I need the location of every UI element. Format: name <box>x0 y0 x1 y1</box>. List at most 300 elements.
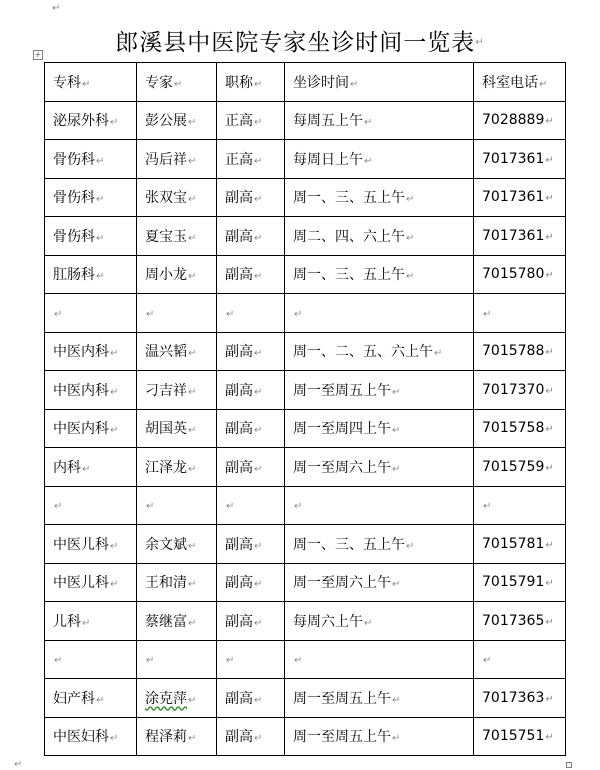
table-cell[interactable] <box>45 486 137 525</box>
table-cell[interactable] <box>474 717 566 756</box>
table-cell[interactable] <box>474 448 566 487</box>
table-cell[interactable] <box>137 409 217 448</box>
cell-end-mark: ↵ <box>188 348 197 360</box>
cell-end-mark: ↵ <box>406 194 415 206</box>
table-cell[interactable] <box>217 178 285 217</box>
table-cell[interactable] <box>285 140 474 179</box>
table-cell[interactable] <box>217 679 285 718</box>
row-end-mark <box>566 602 567 641</box>
table-cell[interactable] <box>45 640 137 679</box>
cell-text: 周一至周五上午 <box>293 690 391 707</box>
cell-text: 每周五上午 <box>293 113 363 130</box>
paragraph-mark: ↵ <box>52 3 61 14</box>
table-cell[interactable] <box>474 140 566 179</box>
row-end-mark <box>566 640 567 679</box>
cell-end-mark: ↵ <box>545 539 554 551</box>
cell-end-mark: ↵ <box>294 308 303 320</box>
cell-text: 周二、四、六上午 <box>293 228 405 245</box>
cell-text: 每周六上午 <box>293 613 363 630</box>
cell-text: 7015791 <box>482 574 545 591</box>
cell-text: 温兴韬 <box>145 344 187 361</box>
table-cell[interactable] <box>474 486 566 525</box>
cell-text: 副高 <box>225 690 253 707</box>
cell-text: 刁吉祥 <box>145 382 187 399</box>
cell-end-mark: ↵ <box>392 386 401 398</box>
cell-text: 周一至周五上午 <box>293 382 391 399</box>
title-text: 郎溪县中医院专家坐诊时间一览表 <box>115 30 476 56</box>
table-cell[interactable] <box>137 371 217 410</box>
cell-end-mark: ↵ <box>96 271 105 283</box>
table-row <box>45 371 567 410</box>
cell-end-mark: ↵ <box>188 194 197 206</box>
cell-text: 7015758 <box>482 420 545 437</box>
table-cell[interactable] <box>45 563 137 602</box>
table-cell[interactable] <box>285 217 474 256</box>
cell-text: 周一、二、五、六上午 <box>293 344 433 361</box>
row-end-mark <box>566 140 567 179</box>
row-end-mark <box>566 332 567 371</box>
table-cell[interactable] <box>45 332 137 371</box>
cell-text: 副高 <box>225 729 253 746</box>
cell-end-mark: ↵ <box>254 540 263 552</box>
cell-end-mark: ↵ <box>188 155 197 167</box>
cell-end-mark: ↵ <box>146 308 155 320</box>
cell-end-mark: ↵ <box>254 386 263 398</box>
table-cell[interactable] <box>285 409 474 448</box>
cell-text: 周一至周六上午 <box>293 459 391 476</box>
table-cell[interactable] <box>285 448 474 487</box>
table-cell[interactable] <box>137 640 217 679</box>
cell-end-mark: ↵ <box>110 540 119 552</box>
table-cell[interactable] <box>285 332 474 371</box>
table-cell[interactable] <box>217 101 285 140</box>
row-end-mark <box>566 217 567 256</box>
cell-text: 7015780 <box>482 266 545 283</box>
cell-end-mark: ↵ <box>54 501 63 513</box>
cell-text: 周小龙 <box>145 267 187 284</box>
cell-text: 儿科 <box>53 613 81 630</box>
table-cell[interactable] <box>217 371 285 410</box>
cell-end-mark: ↵ <box>96 694 105 706</box>
cell-end-mark: ↵ <box>54 655 63 667</box>
table-row <box>45 525 567 564</box>
column-header: 职称 <box>225 74 253 91</box>
table-cell[interactable] <box>474 602 566 641</box>
cell-end-mark: ↵ <box>545 385 554 397</box>
table-cell[interactable] <box>285 178 474 217</box>
table-cell[interactable] <box>137 217 217 256</box>
cell-text: 副高 <box>225 382 253 399</box>
table-cell[interactable] <box>285 563 474 602</box>
cell-end-mark: ↵ <box>545 116 554 128</box>
cell-end-mark: ↵ <box>545 231 554 243</box>
cell-end-mark: ↵ <box>294 501 303 513</box>
table-cell[interactable] <box>285 255 474 294</box>
table-row <box>45 217 567 256</box>
table-cell[interactable] <box>217 563 285 602</box>
cell-end-mark: ↵ <box>254 348 263 360</box>
cell-text: 涂克萍 <box>145 690 187 707</box>
table-cell[interactable] <box>474 679 566 718</box>
table-cell[interactable] <box>285 525 474 564</box>
cell-text: 7015781 <box>482 535 545 552</box>
table-cell[interactable] <box>474 178 566 217</box>
cell-end-mark: ↵ <box>392 425 401 437</box>
cell-end-mark: ↵ <box>406 271 415 283</box>
cell-text: 泌尿外科 <box>53 113 109 130</box>
cell-end-mark: ↵ <box>82 78 91 90</box>
table-cell[interactable] <box>137 101 217 140</box>
cell-end-mark: ↵ <box>254 617 263 629</box>
table-cell[interactable] <box>137 178 217 217</box>
cell-text: 副高 <box>225 228 253 245</box>
cell-text: 周一至周六上午 <box>293 575 391 592</box>
row-end-mark <box>566 717 567 756</box>
cell-end-mark: ↵ <box>146 655 155 667</box>
column-header: 坐诊时间 <box>293 74 349 91</box>
table-cell[interactable] <box>285 101 474 140</box>
table-cell[interactable] <box>474 294 566 333</box>
cell-text: 胡国英 <box>145 421 187 438</box>
table-cell[interactable] <box>474 332 566 371</box>
cell-text: 内科 <box>53 459 81 476</box>
table-row <box>45 679 567 718</box>
table-cell[interactable] <box>45 448 137 487</box>
table-cell[interactable] <box>474 640 566 679</box>
table-cell[interactable] <box>217 294 285 333</box>
cell-end-mark: ↵ <box>254 463 263 475</box>
cell-end-mark: ↵ <box>483 501 492 513</box>
cell-text: 副高 <box>225 190 253 207</box>
cell-end-mark: ↵ <box>188 617 197 629</box>
cell-end-mark: ↵ <box>483 655 492 667</box>
cell-end-mark: ↵ <box>350 78 359 90</box>
cell-text: 蔡继富 <box>145 613 187 630</box>
cell-end-mark: ↵ <box>226 308 235 320</box>
cell-text: 7017365 <box>482 612 545 629</box>
column-header: 专家 <box>145 74 173 91</box>
cell-text: 7017361 <box>482 227 545 244</box>
cell-text: 冯后祥 <box>145 151 187 168</box>
table-row <box>45 640 567 679</box>
row-end-mark <box>566 101 567 140</box>
cell-end-mark: ↵ <box>110 348 119 360</box>
cell-text: 副高 <box>225 536 253 553</box>
cell-text: 7017361 <box>482 189 545 206</box>
cell-end-mark: ↵ <box>545 193 554 205</box>
cell-text: 7017370 <box>482 381 545 398</box>
table-cell[interactable] <box>137 332 217 371</box>
table-cell[interactable] <box>217 717 285 756</box>
table-cell[interactable] <box>217 602 285 641</box>
cell-end-mark: ↵ <box>110 733 119 745</box>
cell-end-mark: ↵ <box>254 271 263 283</box>
table-row <box>45 448 567 487</box>
table-cell[interactable] <box>474 563 566 602</box>
table-cell[interactable] <box>217 448 285 487</box>
paragraph-mark: ↵ <box>14 759 23 770</box>
cell-text: 7017363 <box>482 689 545 706</box>
table-cell[interactable] <box>137 448 217 487</box>
cell-end-mark: ↵ <box>364 155 373 167</box>
cell-text: 副高 <box>225 267 253 284</box>
cell-end-mark: ↵ <box>254 694 263 706</box>
table-row <box>45 332 567 371</box>
cell-end-mark: ↵ <box>364 117 373 129</box>
cell-text: 彭公展 <box>145 113 187 130</box>
row-end-mark <box>566 679 567 718</box>
cell-text: 周一、三、五上午 <box>293 190 405 207</box>
cell-end-mark: ↵ <box>110 117 119 129</box>
cell-end-mark: ↵ <box>110 579 119 591</box>
table-cell[interactable] <box>474 255 566 294</box>
cell-end-mark: ↵ <box>545 270 554 282</box>
cell-text: 周一、三、五上午 <box>293 267 405 284</box>
cell-end-mark: ↵ <box>254 579 263 591</box>
row-end-mark <box>566 448 567 487</box>
cell-text: 周一、三、五上午 <box>293 536 405 553</box>
table-cell[interactable] <box>137 63 217 102</box>
table-cell[interactable] <box>45 717 137 756</box>
cell-text: 中医内科 <box>53 382 109 399</box>
table-resize-handle[interactable] <box>566 762 572 768</box>
table-cell[interactable] <box>137 294 217 333</box>
table-body <box>45 63 567 756</box>
cell-end-mark: ↵ <box>294 655 303 667</box>
schedule-table <box>44 62 567 756</box>
cell-text: 副高 <box>225 459 253 476</box>
cell-text: 副高 <box>225 344 253 361</box>
table-row <box>45 563 567 602</box>
table-cell[interactable] <box>217 640 285 679</box>
cell-end-mark: ↵ <box>545 578 554 590</box>
table-cell[interactable] <box>45 679 137 718</box>
table-cell[interactable] <box>285 640 474 679</box>
cell-end-mark: ↵ <box>392 579 401 591</box>
cell-end-mark: ↵ <box>545 462 554 474</box>
cell-end-mark: ↵ <box>545 732 554 744</box>
row-end-mark <box>566 525 567 564</box>
table-row <box>45 255 567 294</box>
table-cell[interactable] <box>45 101 137 140</box>
table-row <box>45 486 567 525</box>
cell-text: 程泽莉 <box>145 729 187 746</box>
cell-end-mark: ↵ <box>545 693 554 705</box>
row-end-mark <box>566 563 567 602</box>
cell-end-mark: ↵ <box>545 424 554 436</box>
cell-end-mark: ↵ <box>539 78 548 90</box>
table-cell[interactable] <box>285 294 474 333</box>
table-row <box>45 602 567 641</box>
cell-end-mark: ↵ <box>254 733 263 745</box>
table-cell[interactable] <box>45 63 137 102</box>
table-cell[interactable] <box>217 486 285 525</box>
table-row <box>45 717 567 756</box>
table-cell[interactable] <box>137 525 217 564</box>
table-cell[interactable] <box>45 217 137 256</box>
cell-end-mark: ↵ <box>406 540 415 552</box>
cell-text: 周一至周五上午 <box>293 729 391 746</box>
cell-text: 副高 <box>225 421 253 438</box>
cell-end-mark: ↵ <box>54 308 63 320</box>
cell-end-mark: ↵ <box>188 733 197 745</box>
table-cell[interactable] <box>45 525 137 564</box>
cell-end-mark: ↵ <box>254 194 263 206</box>
table-cell[interactable] <box>45 140 137 179</box>
cell-end-mark: ↵ <box>110 425 119 437</box>
table-cell[interactable] <box>45 255 137 294</box>
cell-end-mark: ↵ <box>82 617 91 629</box>
cell-text: 7028889 <box>482 112 545 129</box>
cell-end-mark: ↵ <box>254 117 263 129</box>
cell-text: 中医内科 <box>53 421 109 438</box>
table-cell[interactable] <box>217 409 285 448</box>
table-cell[interactable] <box>45 178 137 217</box>
paragraph-mark: ↵ <box>475 37 485 48</box>
table-cell[interactable] <box>45 409 137 448</box>
table-cell[interactable] <box>285 717 474 756</box>
cell-text: 中医内科 <box>53 344 109 361</box>
table-row <box>45 101 567 140</box>
table-cell[interactable] <box>285 679 474 718</box>
table-row <box>45 294 567 333</box>
cell-end-mark: ↵ <box>434 348 443 360</box>
table-cell[interactable] <box>474 101 566 140</box>
cell-text: 副高 <box>225 613 253 630</box>
table-cell[interactable] <box>474 63 566 102</box>
row-end-mark <box>566 409 567 448</box>
table-cell[interactable] <box>217 140 285 179</box>
table-cell[interactable] <box>217 217 285 256</box>
cell-end-mark: ↵ <box>392 733 401 745</box>
cell-end-mark: ↵ <box>392 463 401 475</box>
cell-text: 中医妇科 <box>53 729 109 746</box>
cell-end-mark: ↵ <box>82 463 91 475</box>
cell-text: 中医儿科 <box>53 536 109 553</box>
cell-text: 7015788 <box>482 343 545 360</box>
table-cell[interactable] <box>285 602 474 641</box>
table-cell[interactable] <box>285 486 474 525</box>
table-cell[interactable] <box>285 371 474 410</box>
table-cell[interactable] <box>137 140 217 179</box>
cell-text: 正高 <box>225 151 253 168</box>
cell-text: 副高 <box>225 575 253 592</box>
cell-end-mark: ↵ <box>545 347 554 359</box>
cell-end-mark: ↵ <box>96 155 105 167</box>
table-cell[interactable] <box>217 332 285 371</box>
cell-text: 中医儿科 <box>53 575 109 592</box>
row-end-mark <box>566 63 567 102</box>
table-cell[interactable] <box>137 717 217 756</box>
cell-end-mark: ↵ <box>188 694 197 706</box>
cell-text: 正高 <box>225 113 253 130</box>
cell-text: 妇产科 <box>53 690 95 707</box>
cell-end-mark: ↵ <box>254 78 263 90</box>
cell-end-mark: ↵ <box>188 540 197 552</box>
cell-text: 夏宝玉 <box>145 228 187 245</box>
table-cell[interactable] <box>474 409 566 448</box>
cell-text: 肛肠科 <box>53 267 95 284</box>
row-end-mark <box>566 371 567 410</box>
table-cell[interactable] <box>474 217 566 256</box>
cell-end-mark: ↵ <box>364 617 373 629</box>
cell-end-mark: ↵ <box>483 308 492 320</box>
cell-end-mark: ↵ <box>226 501 235 513</box>
cell-end-mark: ↵ <box>254 232 263 244</box>
table-cell[interactable] <box>285 63 474 102</box>
table-row <box>45 178 567 217</box>
cell-end-mark: ↵ <box>188 117 197 129</box>
table-cell[interactable] <box>137 602 217 641</box>
table-cell[interactable] <box>137 563 217 602</box>
cell-text: 江泽龙 <box>145 459 187 476</box>
cell-end-mark: ↵ <box>188 579 197 591</box>
cell-end-mark: ↵ <box>174 78 183 90</box>
row-end-mark <box>566 178 567 217</box>
table-cell[interactable] <box>217 63 285 102</box>
cell-text: 余文斌 <box>145 536 187 553</box>
cell-text: 张双宝 <box>145 190 187 207</box>
column-header: 科室电话 <box>482 74 538 91</box>
cell-text: 骨伤科 <box>53 228 95 245</box>
cell-text: 7015759 <box>482 458 545 475</box>
column-header: 专科 <box>53 74 81 91</box>
cell-text: 7015751 <box>482 728 545 745</box>
row-end-mark <box>566 255 567 294</box>
cell-end-mark: ↵ <box>188 463 197 475</box>
table-row <box>45 140 567 179</box>
cell-end-mark: ↵ <box>188 232 197 244</box>
table-cell[interactable] <box>45 294 137 333</box>
cell-end-mark: ↵ <box>406 232 415 244</box>
table-row <box>45 409 567 448</box>
cell-text: 周一至周四上午 <box>293 421 391 438</box>
table-cell[interactable] <box>217 525 285 564</box>
cell-end-mark: ↵ <box>96 194 105 206</box>
table-cell[interactable] <box>137 486 217 525</box>
cell-text: 每周日上午 <box>293 151 363 168</box>
row-end-mark <box>566 294 567 333</box>
cell-end-mark: ↵ <box>545 154 554 166</box>
table-cell[interactable] <box>474 525 566 564</box>
table-cell[interactable] <box>474 371 566 410</box>
cell-text: 骨伤科 <box>53 151 95 168</box>
cell-end-mark: ↵ <box>254 425 263 437</box>
cell-end-mark: ↵ <box>96 232 105 244</box>
cell-text: 王和清 <box>145 575 187 592</box>
cell-end-mark: ↵ <box>110 386 119 398</box>
table-move-handle-icon[interactable]: + <box>34 50 42 59</box>
cell-end-mark: ↵ <box>226 655 235 667</box>
table-cell[interactable] <box>45 602 137 641</box>
table-cell[interactable] <box>137 255 217 294</box>
cell-end-mark: ↵ <box>188 386 197 398</box>
cell-end-mark: ↵ <box>188 425 197 437</box>
cell-end-mark: ↵ <box>188 271 197 283</box>
cell-text: 骨伤科 <box>53 190 95 207</box>
cell-end-mark: ↵ <box>254 155 263 167</box>
table-cell[interactable] <box>45 371 137 410</box>
table-cell[interactable] <box>217 255 285 294</box>
table-cell[interactable] <box>137 679 217 718</box>
table-header-row <box>45 63 567 102</box>
row-end-mark <box>566 486 567 525</box>
cell-end-mark: ↵ <box>545 616 554 628</box>
cell-end-mark: ↵ <box>392 694 401 706</box>
cell-text: 7017361 <box>482 150 545 167</box>
page-title <box>0 26 600 60</box>
cell-end-mark: ↵ <box>146 501 155 513</box>
